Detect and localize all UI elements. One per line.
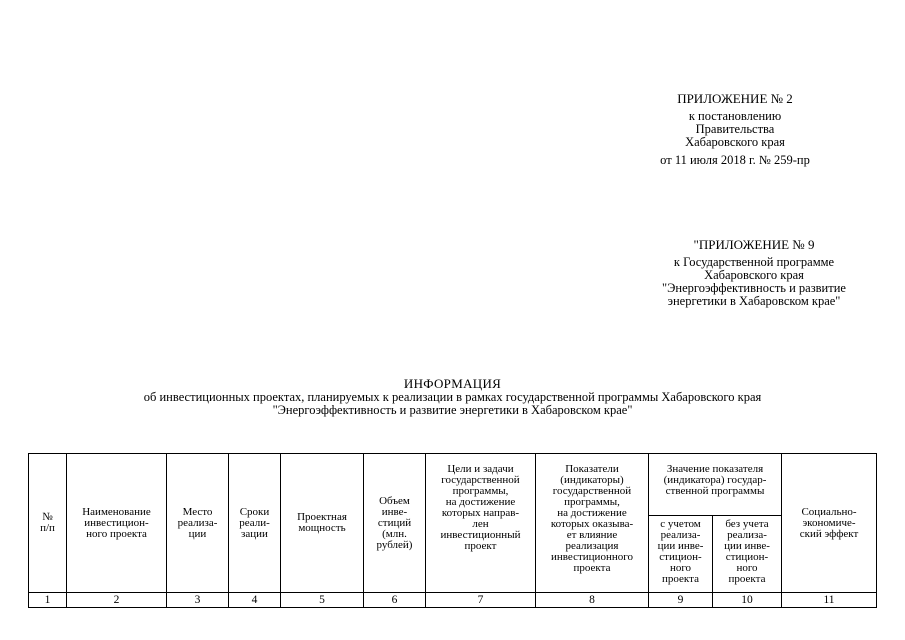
header-line: зации — [241, 527, 268, 540]
appendix-9-line: "Энергоэффективность и развитие — [662, 281, 846, 295]
header-with-investment — [649, 516, 713, 593]
document-title-block — [20, 377, 885, 417]
column-number: 5 — [281, 593, 364, 608]
header-line: реализа- — [727, 529, 767, 541]
header-investment-volume — [364, 454, 426, 593]
header-line: государственной — [552, 485, 632, 497]
header-line: проекта — [728, 573, 766, 585]
header-line: Место — [182, 505, 213, 518]
header-line: ет влияние — [566, 529, 618, 541]
header-line: Цели и задачи — [447, 463, 514, 475]
header-line: Наименование — [82, 505, 151, 518]
investment-projects-table — [28, 453, 877, 608]
header-place — [167, 454, 229, 593]
header-line: реали- — [239, 516, 270, 529]
header-line: ного — [736, 562, 758, 574]
document-subtitle-program: "Энергоэффективность и развитие энергетики в Хабаровском крае" — [272, 403, 633, 417]
header-line: проекта — [573, 562, 611, 574]
header-line: (индикатора) государ- — [663, 474, 767, 486]
column-number: 6 — [364, 593, 426, 608]
header-line: с учетом — [660, 518, 701, 530]
appendix-2-block — [640, 92, 830, 167]
header-line: инвестиционный — [440, 529, 521, 541]
header-line: инвестиционного — [551, 551, 633, 563]
header-line: стицион- — [659, 551, 702, 563]
header-line: ции — [188, 527, 207, 540]
column-number: 4 — [229, 593, 281, 608]
header-line: проекта — [662, 573, 699, 585]
appendix-9-heading: "ПРИЛОЖЕНИЕ № 9 — [693, 237, 815, 252]
header-indicators — [536, 454, 649, 593]
header-line: стицион- — [725, 551, 769, 563]
header-line: п/п — [40, 522, 55, 534]
header-indicator-value-group — [649, 454, 782, 516]
document-title: ИНФОРМАЦИЯ — [403, 376, 502, 391]
column-number: 2 — [67, 593, 167, 608]
column-number: 8 — [536, 593, 649, 608]
header-line: (млн. — [382, 527, 407, 540]
appendix-2-line: к постановлению — [688, 109, 782, 123]
header-line: Значение показателя — [666, 463, 764, 475]
header-line: реализа- — [177, 516, 218, 529]
header-line: Показатели — [565, 463, 619, 475]
header-goals — [426, 454, 536, 593]
appendix-9-line: к Государственной программе — [673, 255, 835, 269]
column-number: 11 — [782, 593, 877, 608]
header-line: без учета — [725, 518, 769, 530]
appendix-2-line: Хабаровского края — [685, 135, 785, 149]
table-header-row — [29, 454, 877, 516]
header-line: Сроки — [239, 505, 270, 518]
header-line: ский эффект — [799, 527, 859, 540]
column-number: 1 — [29, 593, 67, 608]
column-number: 3 — [167, 593, 229, 608]
appendix-2-line: Правительства — [695, 122, 775, 136]
header-line: инвестицион- — [84, 516, 149, 529]
column-number: 7 — [426, 593, 536, 608]
header-capacity — [281, 454, 364, 593]
header-project-name — [67, 454, 167, 593]
header-line: на достижение — [557, 507, 627, 519]
header-social-effect — [782, 454, 877, 593]
column-numbers-row — [29, 593, 877, 608]
appendix-9-line: Хабаровского края — [704, 268, 804, 282]
header-line: которых направ- — [441, 507, 520, 519]
header-line: проект — [464, 540, 497, 552]
header-line: программы, — [564, 496, 620, 508]
header-line: ции инве- — [657, 540, 704, 552]
header-line: которых оказыва- — [550, 518, 634, 530]
header-line: государственной — [441, 474, 520, 486]
header-line: (индикаторы) — [560, 474, 624, 486]
header-line: на достижение — [445, 496, 516, 508]
header-line: экономиче- — [802, 516, 856, 529]
header-line: реализа- — [660, 529, 701, 541]
header-line: Проектная — [297, 511, 347, 523]
header-line: Объем — [379, 494, 410, 507]
appendix-9-block — [630, 238, 878, 308]
header-terms — [229, 454, 281, 593]
header-line: лен — [472, 518, 489, 530]
header-line: стиций — [377, 516, 412, 529]
header-without-investment — [713, 516, 782, 593]
header-num — [29, 454, 67, 593]
header-line: инве- — [381, 505, 408, 518]
header-line: ции инве- — [724, 540, 770, 552]
header-line: рублей) — [376, 538, 413, 551]
header-line: мощность — [298, 522, 346, 534]
column-number: 10 — [713, 593, 782, 608]
column-number: 9 — [649, 593, 713, 608]
appendix-2-date: от 11 июля 2018 г. № 259-пр — [660, 153, 810, 167]
appendix-9-line: энергетики в Хабаровском крае" — [667, 294, 841, 308]
header-line: ственной программы — [665, 485, 765, 497]
header-line: реализация — [565, 540, 619, 552]
header-line: программы, — [452, 485, 509, 497]
header-line: ного — [669, 562, 692, 574]
header-line: № — [42, 511, 53, 523]
document-subtitle: об инвестиционных проектах, планируемых к реализации в рамках государственной программы Хабаровского края — [143, 390, 762, 404]
appendix-2-heading: ПРИЛОЖЕНИЕ № 2 — [677, 91, 793, 106]
header-line: ного проекта — [86, 527, 147, 540]
header-line: Социально- — [801, 505, 857, 518]
